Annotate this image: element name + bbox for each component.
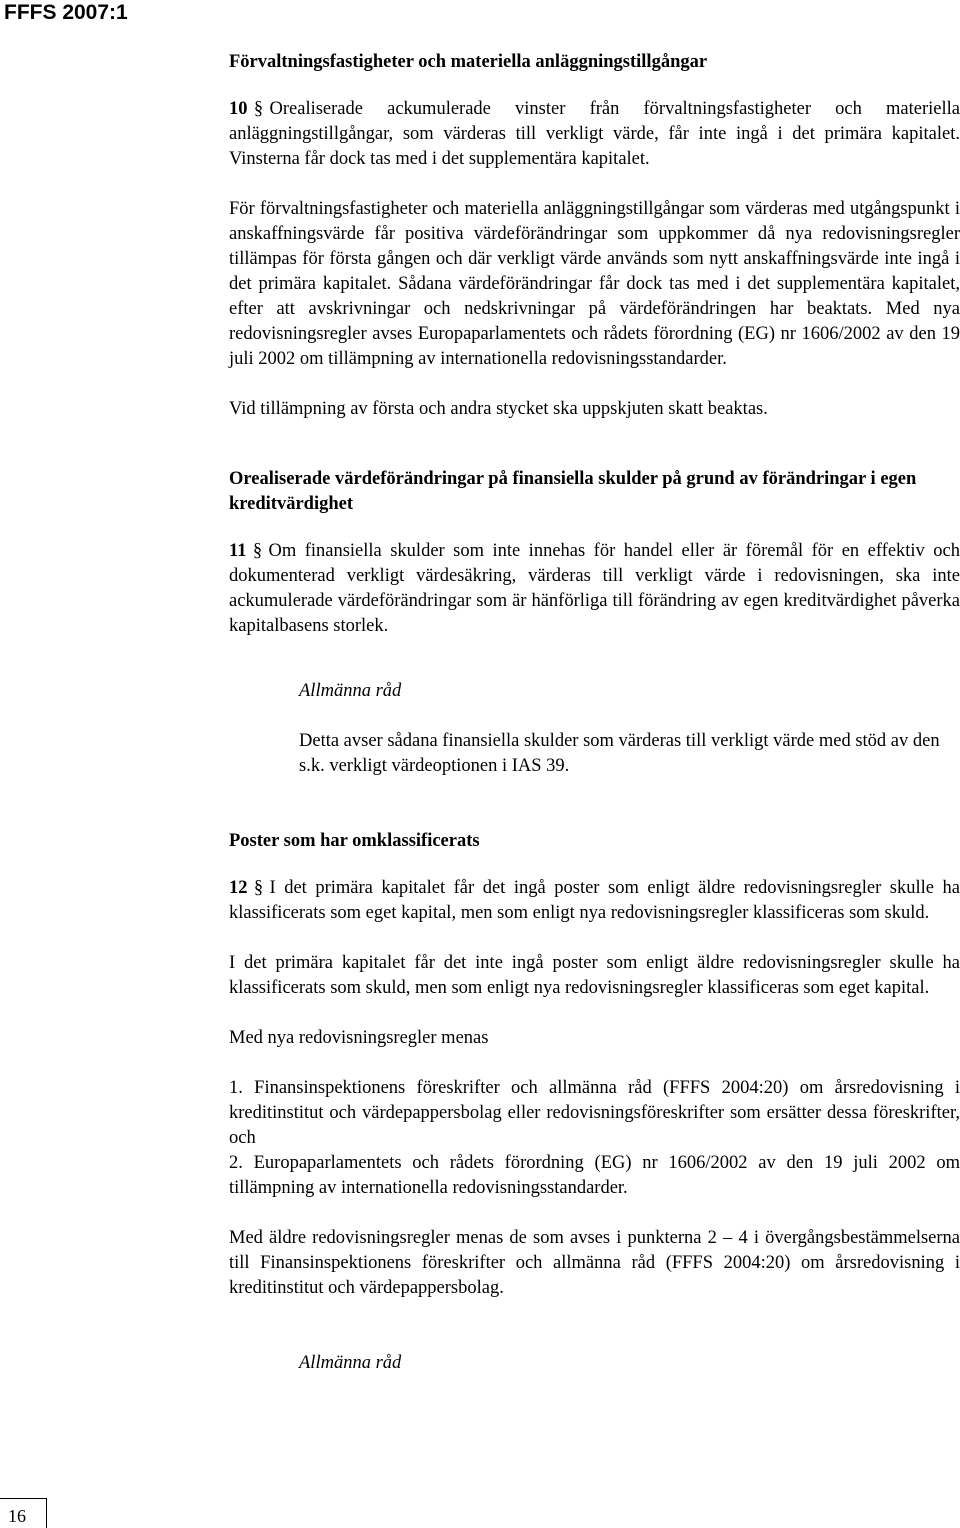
section-10-paragraph-2: För förvaltningsfastigheter och materiella anläggningstillgångar som värderas med utgångspunkt i anskaffningsvärde får positiva värdeförändringar som uppkommer då nya redovisningsregler tillämpas för första gången och där verkligt värde används som nytt anskaffningsvärde inte ingå i det primära kapitalet. Sådana värdeförändringar får dock tas med i det supplementära kapitalet, efter att avskrivningar och nedskrivningar på värdeförändringen har beaktats. Med nya redovisningsregler avses Europaparlamentets och rådets förordning (EG) nr 1606/2002 av den 19 juli 2002 om tillämpning av internationella redovisningsstandarder. [229,199,960,369]
section-number: 10 [229,99,248,119]
general-advice-title: Allmänna råd [299,1353,402,1373]
footer-rule-vertical [46,1498,47,1528]
definition-list [229,1076,960,1201]
section-sign-icon: § [253,878,264,898]
general-advice-box [299,679,959,779]
section-sign-icon: § [253,99,264,119]
section-heading-10: Förvaltningsfastigheter och materiella anläggningstillgångar [229,52,708,72]
section-sign-icon: § [252,541,263,561]
page-number: 16 [8,1506,26,1526]
section-10-lead [229,97,960,172]
section-12-paragraph-2: I det primära kapitalet får det inte ingå poster som enligt äldre redovisningsregler skulle ha klassificerats som skuld, men som enligt nya redovisningsregler klassificeras som eget kapital. [229,953,960,998]
section-12-lead-text: I det primära kapitalet får det ingå poster som enligt äldre redovisningsregler skulle ha klassificerats som eget kapital, men som enligt nya redovisningsregler klassificeras som skuld. [229,878,960,923]
section-11-lead [229,539,960,639]
section-number: 11 [229,541,247,561]
section-number: 12 [229,878,248,898]
section-12-paragraph-3: Med nya redovisningsregler menas [229,1028,489,1048]
section-10-paragraph-3: Vid tillämpning av första och andra stycket ska uppskjuten skatt beaktas. [229,399,768,419]
document-code: FFFS 2007:1 [4,1,128,24]
list-item: 2. Europaparlamentets och rådets förordning (EG) nr 1606/2002 av den 19 juli 2002 om tillämpning av internationella redovisningsstandarder. [229,1153,960,1198]
section-heading-11: Orealiserade värdeförändringar på finansiella skulder på grund av förändringar i egen kreditvärdighet [229,469,917,514]
section-12-lead [229,876,960,926]
section-11-lead-text: Om finansiella skulder som inte innehas för handel eller är föremål för en effektiv och dokumenterad verkligt värdesäkring, värderas till verkligt värde i redovisningen, ska inte ackumulerade värdeförändringar som är hänförliga till förändring av egen kreditvärdighet påverka kapitalbasens storlek. [229,541,960,636]
general-advice-title: Allmänna råd [299,681,402,701]
section-heading-12: Poster som har omklassificerats [229,831,480,851]
section-10-lead-text: Orealiserade ackumulerade vinster från förvaltningsfastigheter och materiella anläggningstillgångar, som värderas till verkligt värde, får inte ingå i det primära kapitalet. Vinsterna får dock tas med i det supplementära kapitalet. [229,99,960,169]
document-body [229,50,960,1376]
general-advice-box [299,1351,959,1376]
section-12-paragraph-4: Med äldre redovisningsregler menas de som avses i punkterna 2 – 4 i övergångsbestämmelserna till Finansinspektionens föreskrifter och allmänna råd (FFFS 2004:20) om årsredovisning i kreditinstitut och värdepappersbolag. [229,1228,960,1298]
footer-rule [0,1498,46,1499]
general-advice-text: Detta avser sådana finansiella skulder som värderas till verkligt värde med stöd av den s.k. verkligt värdeoptionen i IAS 39. [299,731,940,776]
list-item: 1. Finansinspektionens föreskrifter och allmänna råd (FFFS 2004:20) om årsredovisning i kreditinstitut och värdepappersbolag eller redovisningsföreskrifter som ersätter dessa föreskrifter, och [229,1078,960,1148]
